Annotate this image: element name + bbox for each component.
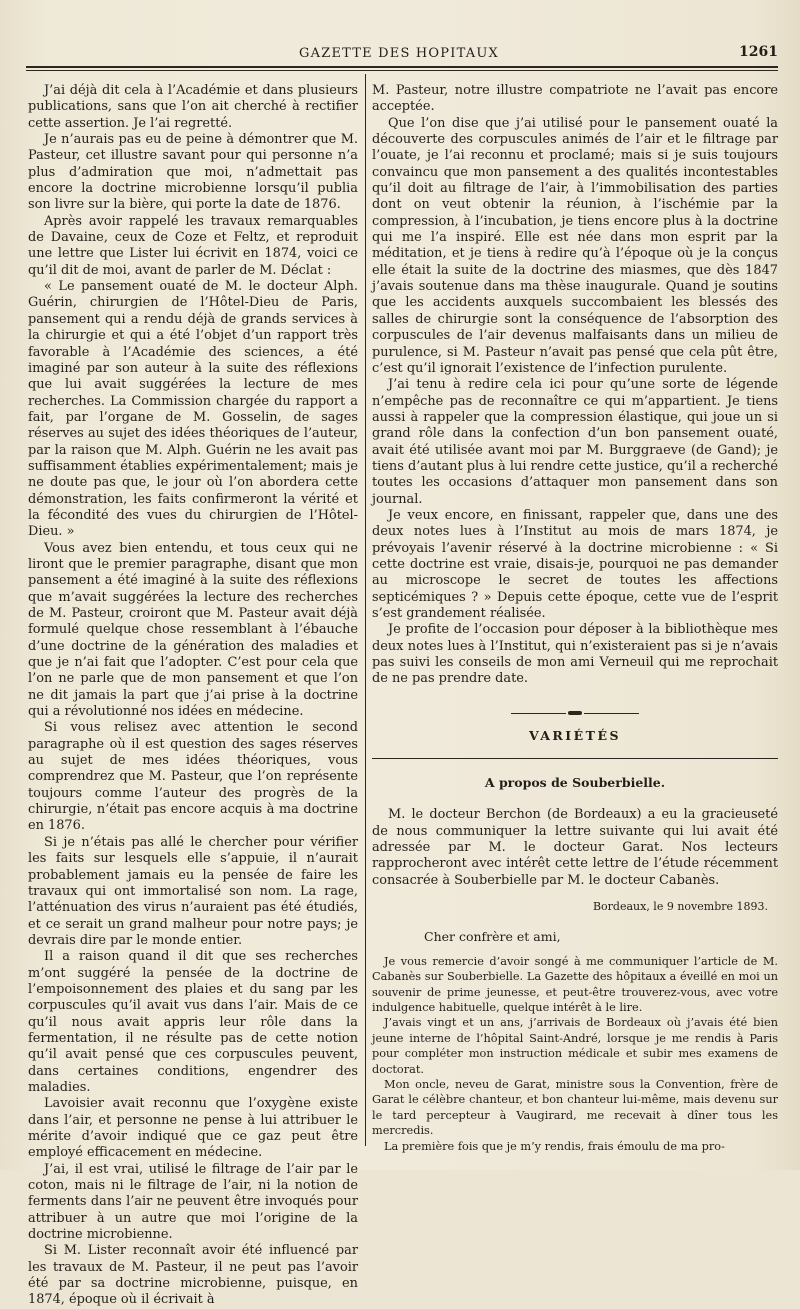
running-title: GAZETTE DES HOPITAUX: [299, 46, 499, 61]
letter-paragraph: La première fois que je m’y rendis, frais émoulu de ma pro-: [384, 1139, 725, 1153]
paragraph: Après avoir rappelé les travaux remarquables de Davaine, ceux de Coze et Feltz, et reproduit une lettre que Lister lui écrivit en 1874, voici ce qu’il dit de moi, avant de parler de M. Déclat :: [28, 213, 358, 278]
letter-dateline: Bordeaux, le 9 novembre 1893.: [592, 900, 768, 914]
paragraph: Je veux encore, en finissant, rappeler que, dans une des deux notes lues à l’Institut au mois de mars 1874, je prévoyais l’avenir réservé à la doctrine microbienne : « Si cette doctrine est vraie, disais-je, pourquoi ne pas demander au microscope le secret de toutes les affections septicémiques ? » Depuis cette époque, cette vue de l’esprit s’est grandement réalisée.: [372, 507, 778, 621]
letter-paragraph: Je vous remercie d’avoir songé à me communiquer l’article de M. Cabanès sur Souberbielle. La Gazette des hôpitaux a éveillé en moi un souvenir de prime jeunesse, et peut-être trouverez-vous, avec votre indulgence habituelle, quelque intérêt à le lire.: [372, 954, 778, 1015]
paragraph: Je n’aurais pas eu de peine à démontrer que M. Pasteur, cet illustre savant pour qui personne n’a plus d’admiration que moi, n’admettait pas encore la doctrine microbienne lorsqu’il publia son livre sur la bière, qui porte la date de 1876.: [28, 132, 358, 213]
page-header: [20, 46, 778, 68]
paragraph: Que l’on dise que j’ai utilisé pour le pansement ouaté la découverte des corpuscules animés de l’air et le filtrage par l’ouate, je l’ai reconnu et proclamé; mais si je suis toujours convaincu que mon pansement a des qualités incontestables qu’il doit au filtrage de l’air, à l’immobilisation des parties dont on veut obtenir la réunion, à l’ischémie par la compression, à l’incubation, je tiens encore plus à la doctrine qui me l’a inspiré. Elle est née dans mon esprit par la méditation, et je tiens à redire qu’à l’époque où je la conçus elle était la suite de la doctrine des miasmes, que dès 1847 j’avais soutenue dans ma thèse inaugurale. Quand je soutins que les accidents auxquels succombaient les blessés des salles de chirurgie sont la conséquence de l’absorption des corpuscules de l’air devenus malfaisants dans un milieu de purulence, si M. Pasteur n’avait pas pensé que cela pût être, c’est qu’il ignorait l’existence de l’infection purulente.: [372, 115, 778, 376]
letter-paragraph: J’avais vingt et un ans, j’arrivais de Bordeaux où j’avais été bien jeune interne de l’hôpital Saint-André, lorsque je me rendis à Paris pour compléter mon instruction médicale et subir mes examens de doctorat.: [372, 1016, 778, 1076]
letter-body: [372, 954, 778, 1154]
right-column: [372, 83, 778, 1154]
paragraph: Il a raison quand il dit que ses recherches m’ont suggéré la pensée de la doctrine de l’empoisonnement des plaies et du sang par les corpuscules qu’il avait vus dans l’air. Mais de ce qu’il nous avait appris leur rôle dans la fermentation, il ne résulte pas de cette notion qu’il avait pensé que ces corpuscules peuvent, dans certaines conditions, engendrer des maladies.: [28, 949, 358, 1095]
paragraph: Vous avez bien entendu, et tous ceux qui ne liront que le premier paragraphe, disant que mon pansement a été imaginé à la suite des réflexions que m’avait suggérées la lecture des recherches de M. Pasteur, croiront que M. Pasteur avait déjà formulé quelque chose ressemblant à l’ébauche d’une doctrine de la génération des maladies et que je n’ai fait que l’adopter. C’est pour cela que l’on ne parle que de mon pansement et que l’on ne dit jamais la part que j’ai prise à la doctrine qui a révolutionné nos idées en médecine.: [28, 540, 358, 720]
intro-paragraph: M. le docteur Berchon (de Bordeaux) a eu la gracieuseté de nous communiquer la lettre suivante qui lui avait été adressée par M. le docteur Garat. Nos lecteurs rapprocheront avec intérêt cette lettre de l’étude récemment consacrée à Souberbielle par M. le docteur Cabanès.: [372, 807, 778, 888]
paragraph: Je profite de l’occasion pour déposer à la bibliothèque mes deux notes lues à l’Institut, qui n’existeraient pas si je n’avais pas suivi les conseils de mon ami Verneuil qui me reprochait de ne pas prendre date.: [372, 622, 778, 687]
section-ornament: [372, 706, 778, 716]
letter-paragraph: Mon oncle, neveu de Garat, ministre sous la Convention, frère de Garat le célèbre chanteur, et bon chanteur lui-même, mais devenu sur le tard percepteur à Vaugirard, me recevait à dîner tous les mercredis.: [372, 1078, 778, 1138]
section-rule: [372, 758, 778, 759]
paragraph: Lavoisier avait reconnu que l’oxygène existe dans l’air, et personne ne pense à lui attribuer le mérite d’avoir indiqué que ce gaz peut être employé efficacement en médecine.: [28, 1096, 358, 1161]
subsection-title: A propos de Souberbielle.: [484, 775, 666, 791]
left-column: [28, 83, 358, 1309]
quoted-paragraph: « Le pansement ouaté de M. le docteur Alph. Guérin, chirurgien de l’Hôtel-Dieu de Paris, pansement qui a rendu déjà de grands services à la chirurgie et qui a été l’objet d’un rapport très favorable à l’Académie des sciences, a été imaginé par son auteur à la suite des réflexions que lui avait suggérées la lecture de mes recherches. La Commission chargée du rapport a fait, par l’organe de M. Gosselin, de sages réserves au sujet des idées théoriques de l’auteur, par la raison que M. Alph. Guérin ne les avait pas suffisamment établies expérimentalement; mais je ne doute pas que, le jour où l’on abordera cette démonstration, les faits confirmeront la vérité et la fécondité des vues du chirurgien de l’Hôtel-Dieu. »: [28, 279, 358, 540]
page-number: 1261: [739, 44, 778, 60]
section-title: VARIÉTÉS: [528, 727, 622, 743]
paragraph: Si je n’étais pas allé le chercher pour vérifier les faits sur lesquels elle s’appuie, il n’aurait probablement jamais eu la pensée de faire les travaux qui ont immortalisé son nom. La rage, l’atténuation des virus n’auraient pas été étudiés, et ce serait un grand malheur pour notre pays; je devrais dire par le monde entier.: [28, 834, 358, 948]
paragraph: J’ai, il est vrai, utilisé le filtrage de l’air par le coton, mais ni le filtrage de l’air, ni la notion de ferments dans l’air ne peuvent être invoqués pour attribuer à un autre que moi l’origine de la doctrine microbienne.: [28, 1161, 358, 1243]
continuation-paragraph: M. Pasteur, notre illustre compatriote ne l’avait pas encore acceptée.: [372, 83, 778, 115]
paragraph: J’ai déjà dit cela à l’Académie et dans plusieurs publications, sans que l’on ait cherché à rectifier cette assertion. Je l’ai regretté.: [28, 83, 358, 131]
column-divider: [365, 74, 366, 1146]
letter-salutation: Cher confrère et ami,: [424, 929, 561, 945]
paragraph: J’ai tenu à redire cela ici pour qu’une sorte de légende n’empêche pas de reconnaître ce qui m’appartient. Je tiens aussi à rappeler que la compression élastique, qui joue un si grand rôle dans la confection d’un bon pansement ouaté, avait été utilisée avant moi par M. Burggraeve (de Gand); je tiens d’autant plus à lui rendre cette justice, qu’il a recherché toutes les occasions d’attaquer mon pansement dans son journal.: [372, 377, 779, 507]
header-rule: [26, 66, 778, 68]
header-rule-thin: [26, 70, 778, 71]
paragraph: Si M. Lister reconnaît avoir été influencé par les travaux de M. Pasteur, il ne peut pas l’avoir été par sa doctrine microbienne, puisque, en 1874, époque où il écrivait à: [28, 1243, 358, 1308]
paragraph: Si vous relisez avec attention le second paragraphe où il est question des sages réserves au sujet de mes idées théoriques, vous comprendrez que M. Pasteur, que l’on représente toujours comme l’auteur des progrès de la chirurgie, n’était pas encore acquis à ma doctrine en 1876.: [28, 720, 358, 834]
